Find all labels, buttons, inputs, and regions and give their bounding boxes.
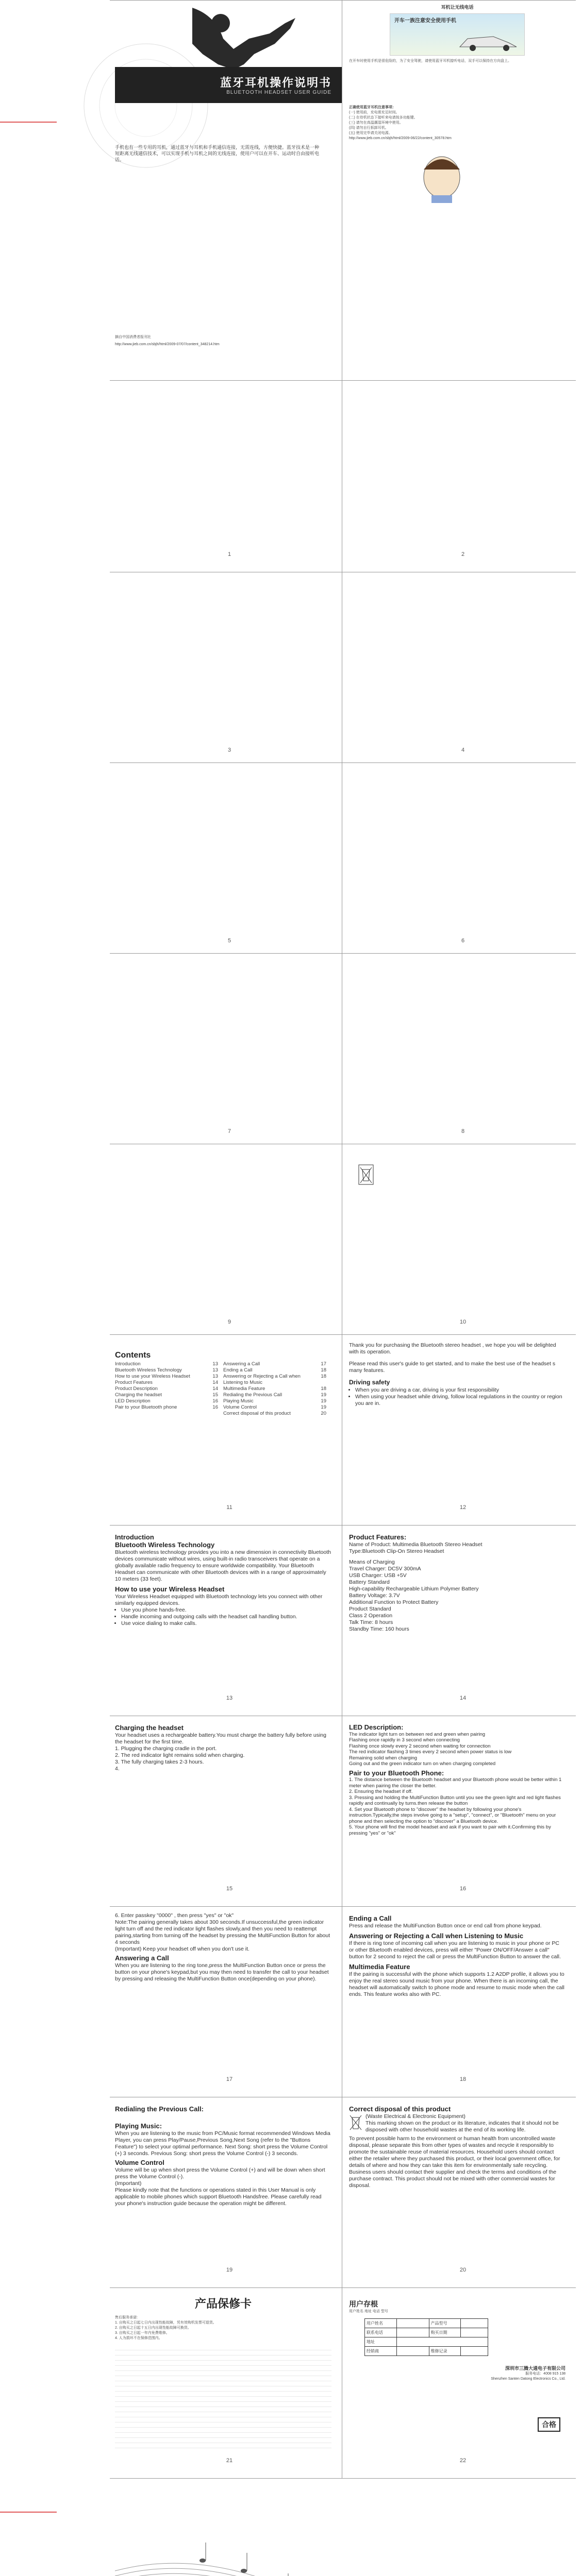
page2-note: (二) 在待机状态下接听来电请按多功能键。 xyxy=(349,116,418,120)
page2-note: (四) 请勿自行拆卸耳机。 xyxy=(349,126,389,130)
bt-body: Bluetooth wireless technology provides you into a new dimension in connectivity Bluetooth devices communicate without wires, using built-in radio transceivers that operate on a globally available radio frequency to ensure worldwide compatibility. Your Bluetooth Headset can communicate with other Bluetooth devices with in a range of approximately 10 meters (33 feet). xyxy=(115,1549,331,1582)
spec-item: USB Charger: USB +5V xyxy=(349,1572,407,1579)
read-text: Please read this user's guide to get started, and to make the best use of the headset s many features. xyxy=(349,1361,556,1374)
answer-body: When you are listening to the ring tone,press the MultiFunction Button once or press the button on your phone's keypad,but you may then need to transfer the call to your headset by pressing and releasing the MultiFunction Button once(depending on your phone). xyxy=(115,1962,329,1982)
user-stub xyxy=(349,2299,566,2429)
page-number: 6 xyxy=(461,938,465,944)
led-title: LED Description: xyxy=(349,1723,404,1731)
warranty-card xyxy=(115,2295,331,2448)
page15-content xyxy=(115,1723,331,1772)
intro-title: Introduction xyxy=(115,1533,154,1541)
page-number: 10 xyxy=(459,1319,467,1325)
end-call-title: Ending a Call xyxy=(349,1914,392,1922)
toc-item[interactable]: Multimedia Feature 18 xyxy=(223,1386,326,1392)
warranty-line: 售后服务承诺: xyxy=(115,2316,138,2319)
led-item: Flashing once rapidly in 3 second when connecting xyxy=(349,1737,460,1743)
cover-title-en: BLUETOOTH HEADSET USER GUIDE xyxy=(226,90,331,95)
page-number: 18 xyxy=(459,2076,467,2082)
warranty-line: 2. 自购买之日起十五日内出现性能故障可换货。 xyxy=(115,2326,191,2330)
page14-content xyxy=(349,1533,566,1633)
page17-content xyxy=(115,1912,331,1982)
page-number: 1 xyxy=(227,551,231,557)
page19-content xyxy=(115,2105,331,2207)
spec-item: Standby Time: 160 hours xyxy=(349,1626,409,1632)
page-number: 7 xyxy=(227,1128,231,1134)
weee-body: This marking shown on the product or its literature, indicates that it should not be disposed with other household wastes at the end of its working life. xyxy=(365,2120,559,2133)
charging-means: Means of Charging xyxy=(349,1559,395,1565)
bt-title: Bluetooth Wireless Technology xyxy=(115,1541,215,1549)
pair-step: 2. Ensuring the headset if off. xyxy=(349,1789,413,1794)
page-number: 17 xyxy=(226,2076,233,2082)
charging-step: 4. xyxy=(115,1766,120,1772)
led-item: The red indicator flashing 3 times every 2 second when power status is low xyxy=(349,1749,512,1755)
pair-title: Pair to your Bluetooth Phone: xyxy=(349,1769,444,1777)
row-divider xyxy=(110,2287,576,2288)
page18-content xyxy=(349,1914,566,1998)
cover-link[interactable]: http://www.jieb.com.cn/sbjh/html/2009-07/07/content_348214.htm xyxy=(115,343,220,346)
pair-step: 3. Pressing and holding the MultiFunction Button until you see the green light and red light flashes rapidly and continually by turns.then release the button xyxy=(349,1794,561,1806)
disposal-title: Correct disposal of this product xyxy=(349,2105,451,2113)
answer-title: Answering a Call xyxy=(115,1954,169,1962)
thanks-text: Thank you for purchasing the Bluetooth stereo headset , we hope you will be delighted with its operation. xyxy=(349,1342,556,1355)
crop-mark xyxy=(0,2512,57,2513)
toc-item[interactable]: Answering or Rejecting a Call when Listening to Music 18 xyxy=(223,1374,326,1385)
car-icon xyxy=(457,31,519,52)
end-call-body: Press and release the MultiFunction Button once or end call from phone keypad. xyxy=(349,1923,542,1929)
company-name-en: Shenzhen Santen Datong Electronics Co., Ltd. xyxy=(491,2377,566,2381)
volume-body: Volume will be up when short press the Volume Control (+) and will be down when short press the Volume Control (-). xyxy=(115,2167,325,2180)
page2-headline: 耳机让无线电话 xyxy=(441,5,474,10)
table-row: 用户姓名 产品型号 xyxy=(365,2319,488,2328)
page-number: 11 xyxy=(226,1504,232,1511)
spec-item: Travel Charger: DC5V 300mA xyxy=(349,1566,421,1572)
warranty-fine-print xyxy=(115,2345,331,2448)
important-label: (Important) xyxy=(115,2180,142,2187)
row-divider xyxy=(110,0,576,1)
spec-item: Battery Voltage: 3.7V xyxy=(349,1592,400,1599)
important-body: Please kindly note that the functions or operations stated in this User Manual is only applicable to mobile phones which support Bluetooth Handsfree. Please carefully read your phone's instruction guide because the operation might be different. xyxy=(115,2187,322,2207)
toc-item[interactable]: Charging the headset 15 xyxy=(115,1392,218,1398)
table-row: 联系电话 购买日期 xyxy=(365,2328,488,2337)
pair-note: Note:The pairing generally takes about 300 seconds.If unsuccessful,the green indicator light turn off and the red indicator light flashes slowly,and then you need to reattempt pairing,starting from turning off the headset by pressing the MultiFunction Button for about 4 seconds xyxy=(115,1919,330,1945)
page-number: 19 xyxy=(226,2267,233,2273)
stub-table xyxy=(364,2318,488,2356)
music-staff-decoration xyxy=(110,2494,471,2576)
led-item: Going out and the green indicator turn on when charging completed xyxy=(349,1761,496,1767)
row-divider xyxy=(110,953,576,954)
spec-item: Class 2 Operation xyxy=(349,1613,393,1619)
stub-title: 用户存根 xyxy=(349,2300,378,2308)
page2-content xyxy=(349,4,566,206)
weee-label: (Waste Electrical & Electronic Equipment) xyxy=(365,2113,465,2120)
warranty-line: 1. 自购买之日起七日内出现性能故障，凭有效购机发票可退货。 xyxy=(115,2321,217,2325)
driving-safety-title: Driving safety xyxy=(349,1379,390,1386)
page-number: 16 xyxy=(459,1886,467,1892)
row-divider xyxy=(110,2478,576,2479)
toc-item[interactable]: Playing Music 19 xyxy=(223,1398,326,1404)
safety-item: • When using your headset while driving, follow local regulations in the country or region you are in. xyxy=(355,1394,566,1407)
wheelie-bin-icon xyxy=(358,1164,374,1185)
cover-title-cn: 蓝牙耳机操作说明书 xyxy=(220,76,331,89)
charging-step: 2. The red indicator light remains solid when charging. xyxy=(115,1752,245,1758)
spec-item: Talk Time: 8 hours xyxy=(349,1619,393,1625)
table-row: 地址 xyxy=(365,2337,488,2347)
wheelie-bin-icon xyxy=(349,2113,362,2131)
company-name: 深圳市三腾大通电子有限公司 xyxy=(505,2366,566,2371)
toc-item[interactable]: How to use your Wireless Headset 13 xyxy=(115,1374,218,1379)
cover-intro: 手机也有一些专用的耳机，通过蓝牙与耳机和手机通信连接，无需连线，方便快捷。蓝牙技术是一种短距离无线通信技术，可以实现手机与耳机之间的无线连接，使用户可以在开车、运动时自由接听电话。 xyxy=(115,145,320,162)
toc-item[interactable]: Volume Control 19 xyxy=(223,1404,326,1410)
page16-content xyxy=(349,1723,566,1836)
led-item: The indicator light turn on between red and green when pairing xyxy=(349,1731,486,1737)
cover-title-banner xyxy=(115,67,342,103)
car-ad-image xyxy=(390,13,525,56)
pair-step: 4. Set your Bluetooth phone to "discover" the headset by following your phone's instruction.Typically,the steps involve going to a "setup", "connect", or "Bluetooth" menu on your phone and then selecting the option to "discover" a Bluetooth device. xyxy=(349,1806,556,1824)
spec-item: Additional Function to Protect Battery xyxy=(349,1599,439,1605)
play-music-body: When you are listening to the music from PC/Music format recommended Windows Media Player, you can press Play/Pause,Previous Song,Next Song (refer to the "Buttons Feature") to select your optimal performance. Next Song: short press the Volume Control (+) 3 seconds. Previous Song: short press the Volume Control (-) 3 seconds. xyxy=(115,2130,330,2157)
reject-body: If there is ring tone of incoming call when you are listening to music in your phone or PC or other Bluetooth enabled devices, press will either "Power ON/OFF/Answer a call" button for 2 second to reject the call or press the MultiFunction Button to answer the call. xyxy=(349,1940,561,1960)
page-number: 21 xyxy=(226,2458,233,2464)
use-title: How to use your Wireless Headset xyxy=(115,1585,225,1593)
page-number: 9 xyxy=(227,1319,231,1325)
toc-item[interactable]: Product Description 14 xyxy=(115,1386,218,1392)
redial-title: Redialing the Previous Call: xyxy=(115,2105,204,2113)
contents-left-column xyxy=(115,1361,218,1417)
cover-source-label: 摘自中国消费者报刊社 xyxy=(115,335,151,339)
toc-item[interactable]: Bluetooth Wireless Technology 13 xyxy=(115,1367,218,1373)
volume-title: Volume Control xyxy=(115,2159,164,2166)
multimedia-title: Multimedia Feature xyxy=(349,1963,410,1971)
led-item: Remaining solid when charging xyxy=(349,1755,418,1761)
important-note: (Important) Keep your headset off when you don't use it. xyxy=(115,1946,250,1952)
page2-link[interactable]: http://www.jieb.com.cn/sbjh/html/2009-06/22/content_30578.htm xyxy=(349,137,452,140)
page12-content xyxy=(349,1342,566,1407)
product-type: Type:Bluetooth Clip-On Stereo Headset xyxy=(349,1548,444,1554)
page-number: 8 xyxy=(461,1128,465,1134)
row-divider xyxy=(110,380,576,381)
toc-item[interactable]: LED Description 16 xyxy=(115,1398,218,1404)
page2-note: (五) 使用完毕请关闭电源。 xyxy=(349,131,392,135)
page2-notes-title: 正确使用蓝牙耳机注意事项： xyxy=(349,106,396,109)
page2-note: (三) 请勿在高温潮湿环境中使用。 xyxy=(349,121,403,125)
features-title: Product Features: xyxy=(349,1533,407,1541)
page-number: 3 xyxy=(227,747,231,753)
row-divider xyxy=(110,1906,576,1907)
toc-item[interactable]: Pair to your Bluetooth phone 16 xyxy=(115,1404,218,1410)
row-divider xyxy=(110,1334,576,1335)
qualified-stamp: 合格 xyxy=(538,2417,560,2432)
charging-step: 1. Plugging the charging cradle in the port. xyxy=(115,1745,217,1752)
page-number: 20 xyxy=(459,2267,467,2273)
pair-step-6: 6. Enter passkey "0000" , then press "yes" or "ok" xyxy=(115,1912,234,1919)
warranty-line: 4. 人为损坏不在保修范围内。 xyxy=(115,2336,162,2340)
contents-right-column xyxy=(223,1361,326,1417)
contents-page xyxy=(115,1350,331,1417)
page-number: 22 xyxy=(459,2458,467,2464)
page-number: 5 xyxy=(227,938,231,944)
charging-step: 3. The fully charging takes 2-3 hours. xyxy=(115,1759,204,1765)
toc-item[interactable]: Introduction 13 xyxy=(115,1361,218,1367)
crop-mark xyxy=(0,122,57,123)
toc-item[interactable]: Answering a Call 17 xyxy=(223,1361,326,1367)
product-name: Name of Product: Multimedia Bluetooth Stereo Headset xyxy=(349,1541,483,1548)
spec-item: Product Standard xyxy=(349,1606,391,1612)
play-music-title: Playing Music: xyxy=(115,2122,162,2130)
page20-content xyxy=(349,2105,566,2189)
use-body: Your Wireless Headset equipped with Bluetooth technology lets you connect with other similarly equipped devices. xyxy=(115,1594,323,1606)
reject-title: Answering or Rejecting a Call when Listening to Music xyxy=(349,1932,524,1940)
page2-note: (一) 使用前，充电需充足时间。 xyxy=(349,111,400,114)
toc-item[interactable]: Product Features 14 xyxy=(115,1380,218,1385)
page2-body: 在开车时使用手机是很危险的，为了安全驾驶，请使用蓝牙耳机接听电话，双手可以保持在方向盘上。 xyxy=(349,59,511,63)
spec-item: High-capability Rechargeable Lithium Polymer Battery xyxy=(349,1586,479,1592)
disposal-body: To prevent possible harm to the environment or human health from uncontrolled waste disposal, please separate this from other types of wastes and recycle it responsibly to promote the sustainable reuse of material resources. Household users should contact either the retailer where they purchased this product, or their local government office, for details of where and how they can take this item for environmentally safe recycling. Business users should contact their supplier and check the terms and conditions of the purchase contract. This product should not be mixed with other commercial wastes for disposal. xyxy=(349,2136,560,2189)
warranty-title: 产品保修卡 xyxy=(194,2297,252,2310)
page-number: 14 xyxy=(459,1695,467,1701)
stub-sub: 用户姓名 地址 电话 型号 xyxy=(349,2310,388,2313)
row-divider xyxy=(110,762,576,763)
use-item: • Use you phone hands-free. xyxy=(121,1607,331,1614)
led-item: Flashing once slowly every 2 second when waiting for connection xyxy=(349,1743,491,1749)
multimedia-body: If the pairing is successful with the phone which supports 1.2 A2DP profile, it allows you to enjoy the real stereo sound music from your phone. When there is an incoming call, the headset will automatically switch to phone mode and resume to music mode when the call ends. This feature works also with PC. xyxy=(349,1971,564,1997)
charging-title: Charging the headset xyxy=(115,1724,184,1732)
page13-content xyxy=(115,1533,331,1627)
ad-title: 开车一族注意安全使用手机 xyxy=(394,18,456,24)
table-row: 经销商 维修记录 xyxy=(365,2347,488,2356)
page-number: 2 xyxy=(461,551,465,557)
charging-body: Your headset uses a rechargeable battery.You must charge the battery fully before using the headset for the first time. xyxy=(115,1732,326,1745)
service-tel: 服务电话：4008 915 138 xyxy=(525,2372,566,2376)
contents-title: Contents xyxy=(115,1351,151,1360)
page-number: 15 xyxy=(226,1886,233,1892)
warranty-line: 3. 自购买之日起一年内免费维修。 xyxy=(115,2331,170,2335)
pair-step: 5. Your phone will find the model headset and ask if you want to pair with it.Confirming this by pressing "yes" or "ok" xyxy=(349,1824,551,1836)
safety-item: • When you are driving a car, driving is your first responsibility xyxy=(355,1387,566,1394)
page-number: 12 xyxy=(459,1504,467,1511)
use-item: • Use voice dialing to make calls. xyxy=(121,1620,331,1627)
row-divider xyxy=(110,1525,576,1526)
spec-item: Battery Standard xyxy=(349,1579,390,1585)
pair-step: 1. The distance between the Bluetooth headset and your Bluetooth phone would be better within 1 meter when pairing the closer the better. xyxy=(349,1777,562,1789)
cartoon-illustration xyxy=(411,146,483,203)
toc-item[interactable]: Redialing the Previous Call 19 xyxy=(223,1392,326,1398)
toc-item[interactable]: Ending a Call 18 xyxy=(223,1367,326,1373)
page-number: 13 xyxy=(226,1695,233,1701)
toc-item[interactable]: Correct disposal of this product 20 xyxy=(223,1411,326,1416)
use-item: • Handle incoming and outgoing calls with the headset call handling button. xyxy=(121,1614,331,1620)
page-number: 4 xyxy=(461,747,465,753)
